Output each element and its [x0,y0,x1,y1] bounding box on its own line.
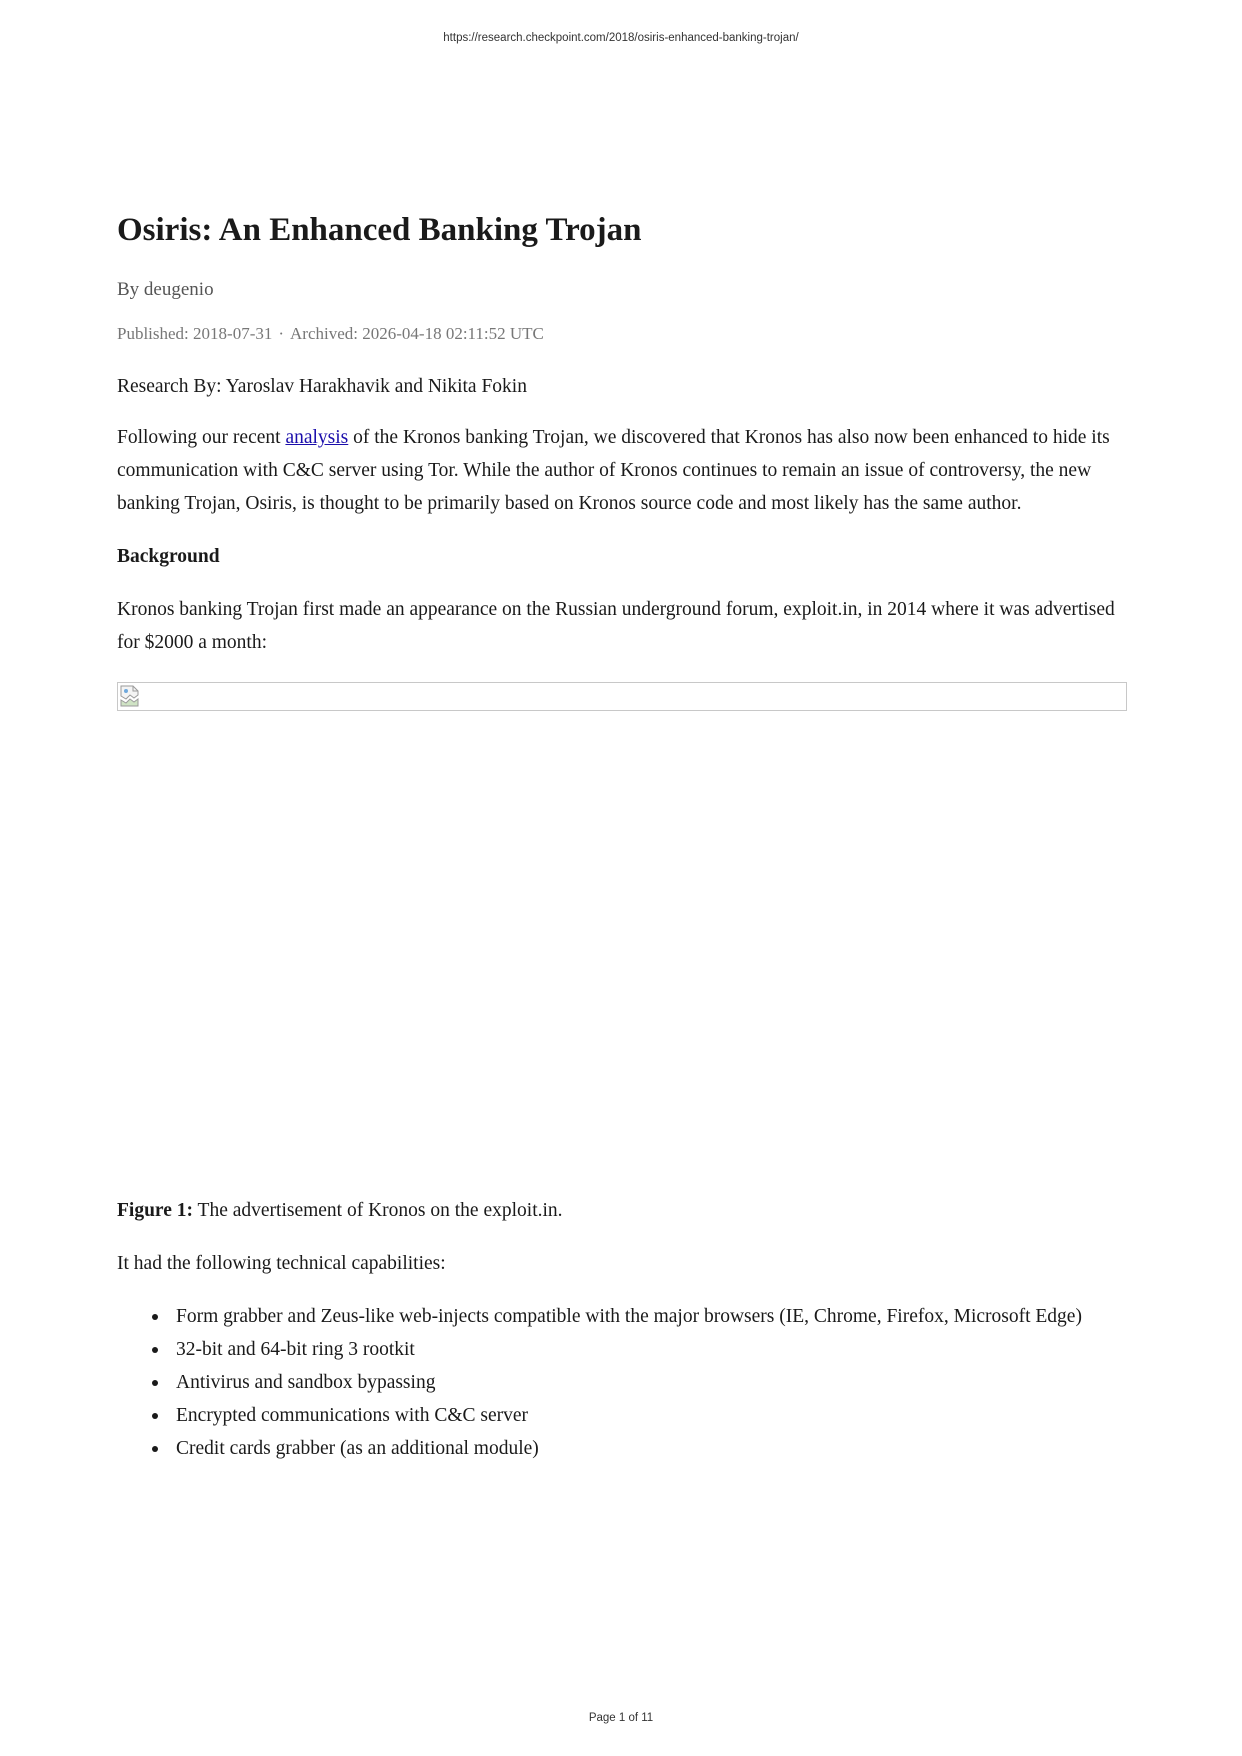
kronos-paragraph: Kronos banking Trojan first made an appearance on the Russian underground forum, exploit.in, in 2014 where it was advertised for $2000 a month: [117,599,1115,653]
figure-1-label: Figure 1: [117,1200,194,1221]
list-item [176,1333,1127,1366]
article-byline: By deugenio [117,279,214,300]
intro-paragraph [117,421,1127,520]
article [117,208,1127,1465]
list-item [176,1366,1127,1399]
analysis-link[interactable]: analysis [285,427,349,448]
bullet-icon [152,1347,158,1353]
capabilities-list [117,1300,1127,1465]
intro-text-before: Following our recent [117,427,286,448]
published-date: Published: 2018-07-31 [117,324,273,343]
article-title: Osiris: An Enhanced Banking Trojan [117,212,642,248]
background-heading: Background [117,546,220,567]
intro-text-after: of the Kronos banking Trojan, we discovered that Kronos has also now been enhanced to hide its communication with C&C server using Tor. While the author of Kronos continues to remain an issue of controversy, the new banking Trojan, Osiris, is thought to be primarily based on Kronos source code and most likely has the same author. [117,427,1110,514]
capabilities-intro: It had the following technical capabilities: [117,1253,446,1274]
list-item-text: Form grabber and Zeus-like web-injects compatible with the major browsers (IE, Chrome, Firefox, Microsoft Edge) [176,1306,1082,1327]
list-item-text: Antivirus and sandbox bypassing [176,1372,436,1393]
figure-1-caption [117,1194,1127,1227]
page-number: Page 1 of 11 [588,1712,654,1724]
list-item [176,1399,1127,1432]
figure-1-image [117,682,1127,711]
list-item [176,1432,1127,1465]
meta-separator: · [278,324,285,343]
archived-date: Archived: 2026-04-18 02:11:52 UTC [290,324,544,343]
list-item-text: Encrypted communications with C&C server [176,1405,529,1426]
list-item-text: Credit cards grabber (as an additional module) [176,1438,539,1459]
article-meta [117,322,1127,346]
bullet-icon [152,1380,158,1386]
research-by: Research By: Yaroslav Harakhavik and Nikita Fokin [117,376,527,397]
list-item [176,1300,1127,1333]
list-item-text: 32-bit and 64-bit ring 3 rootkit [176,1339,415,1360]
bullet-icon [152,1413,158,1419]
figure-1-caption-text: The advertisement of Kronos on the exploit.in. [193,1200,563,1221]
page-url-header: https://research.checkpoint.com/2018/osiris-enhanced-banking-trojan/ [443,32,799,44]
bullet-icon [152,1446,158,1452]
figure-1-spacer [117,711,1127,1194]
bullet-icon [152,1314,158,1320]
broken-image-icon [120,685,140,707]
